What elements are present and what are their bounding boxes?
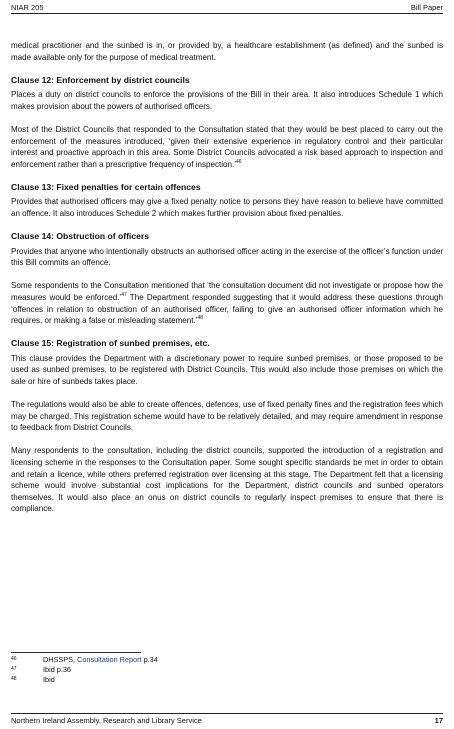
body-text — [11, 40, 443, 527]
footnote-48 — [11, 675, 158, 685]
clause-15-section — [11, 338, 443, 515]
header-rule — [11, 13, 443, 14]
clause-15-paragraph-3: Many respondents to the consultation, including the district councils, supported the introduction of a registration and licensing scheme in the responses to the Consultation paper. Some sought specific standards be met in order to obtain and retain a licence, while others preferred registration over licensing at this stage. The Department felt that a licensing scheme would involve substantial cost implications for the Department, district councils and sunbed operators themselves. It would also place an onus on district councils to regularly inspect premises to ensure that there is compliance. — [11, 446, 443, 514]
consultation-report-link[interactable]: Consultation Report — [77, 655, 142, 664]
clause-12-section — [11, 75, 443, 171]
clause-12-paragraph-2-text: Most of the District Councils that responded to the Consultation stated that they would be best placed to carry out the enforcement of the measures introduced, ‘given their extensive experience in regulatory control and their particular interest and proactive approach in this area. Some District Councils advocated a risk based approach to inspection and enforcement rather than a prescriptive frequency of inspection.’ — [11, 124, 443, 169]
footnote-text — [43, 655, 158, 665]
clause-13-section — [11, 182, 443, 220]
footnote-page: p.34 — [141, 655, 158, 664]
footnote-number: 46 — [11, 656, 17, 662]
clause-15-paragraph-1: This clause provides the Department with a discretionary power to require sunbed premises, or those proposed to be used as sunbed premises, to be registered with District Councils. This would also include those premises on which the sale or hire of sunbeds takes place. — [11, 353, 443, 387]
clause-14-paragraph-2b: The Department responded suggesting that it would address these questions through ‘offences in relation to obstruction of an authorised officer, failing to give an authorised officer information which he requires, or making a false or misleading statement.’ — [11, 293, 443, 326]
intro-paragraph: medical practitioner and the sunbed is in, or provided by, a healthcare establishment (as defined) and the sunbed is made available only for the purpose of medical treatment. — [11, 41, 443, 62]
footnote-ref-47[interactable]: 47 — [121, 292, 127, 298]
footnotes — [11, 655, 158, 684]
footnote-number: 48 — [11, 675, 17, 682]
clause-12-paragraph-1: Places a duty on district councils to enforce the provisions of the Bill in their area. It also introduces Schedule 1 which makes provision about the powers of authorised officers. — [11, 90, 443, 111]
footnote-46 — [11, 655, 158, 665]
page-number: 17 — [434, 716, 443, 725]
footnote-separator — [11, 652, 141, 653]
header-report-id: NIAR 205 — [11, 3, 44, 12]
clause-12-paragraph-2 — [11, 124, 443, 170]
page-footer — [11, 716, 443, 725]
footnote-ref-46[interactable]: 46 — [236, 158, 242, 165]
clause-15-heading: Clause 15: Registration of sunbed premises, etc. — [11, 338, 210, 349]
clause-13-heading: Clause 13: Fixed penalties for certain offences — [11, 181, 201, 192]
footnote-number: 47 — [11, 665, 17, 672]
footnote-ref-48[interactable]: 48 — [197, 315, 204, 322]
footer-rule — [11, 713, 443, 714]
footer-organisation: Northern Ireland Assembly, Research and Library Service — [11, 716, 202, 725]
footnote-text: Ibid — [43, 674, 55, 684]
clause-14-paragraph-1: Provides that anyone who intentionally obstructs an authorised officer acting in the exercise of the officer’s function under this Bill commits an offence. — [11, 246, 443, 268]
clause-14-heading: Clause 14: Obstruction of officers — [11, 231, 150, 242]
footnote-47 — [11, 665, 158, 675]
clause-14-paragraph-2a: Some respondents to the Consultation mentioned that ‘the consultation document did not investigate or propose how the measures would be enforced.’ — [11, 281, 443, 302]
footnote-source: DHSSPS, — [43, 655, 78, 664]
clause-13-paragraph-1: Provides that authorised officers may give a fixed penalty notice to persons they have reason to believe have committed an offence. It also introduces Schedule 2 which makes further provision about fixed penalties. — [11, 197, 443, 219]
clause-14-section — [11, 231, 443, 327]
clause-15-paragraph-2: The regulations would also be able to create offences, defences, use of fixed penalty fines and the registration fees which may be charged. This registration scheme would have to be relatively detailed, and may require amendment in response to feedback from District Councils. — [11, 400, 443, 433]
header-doc-type: Bill Paper — [410, 3, 443, 12]
footnote-text: Ibid p.36 — [43, 664, 71, 674]
clause-14-paragraph-2 — [11, 280, 443, 326]
clause-12-heading: Clause 12: Enforcement by district councils — [11, 74, 190, 85]
